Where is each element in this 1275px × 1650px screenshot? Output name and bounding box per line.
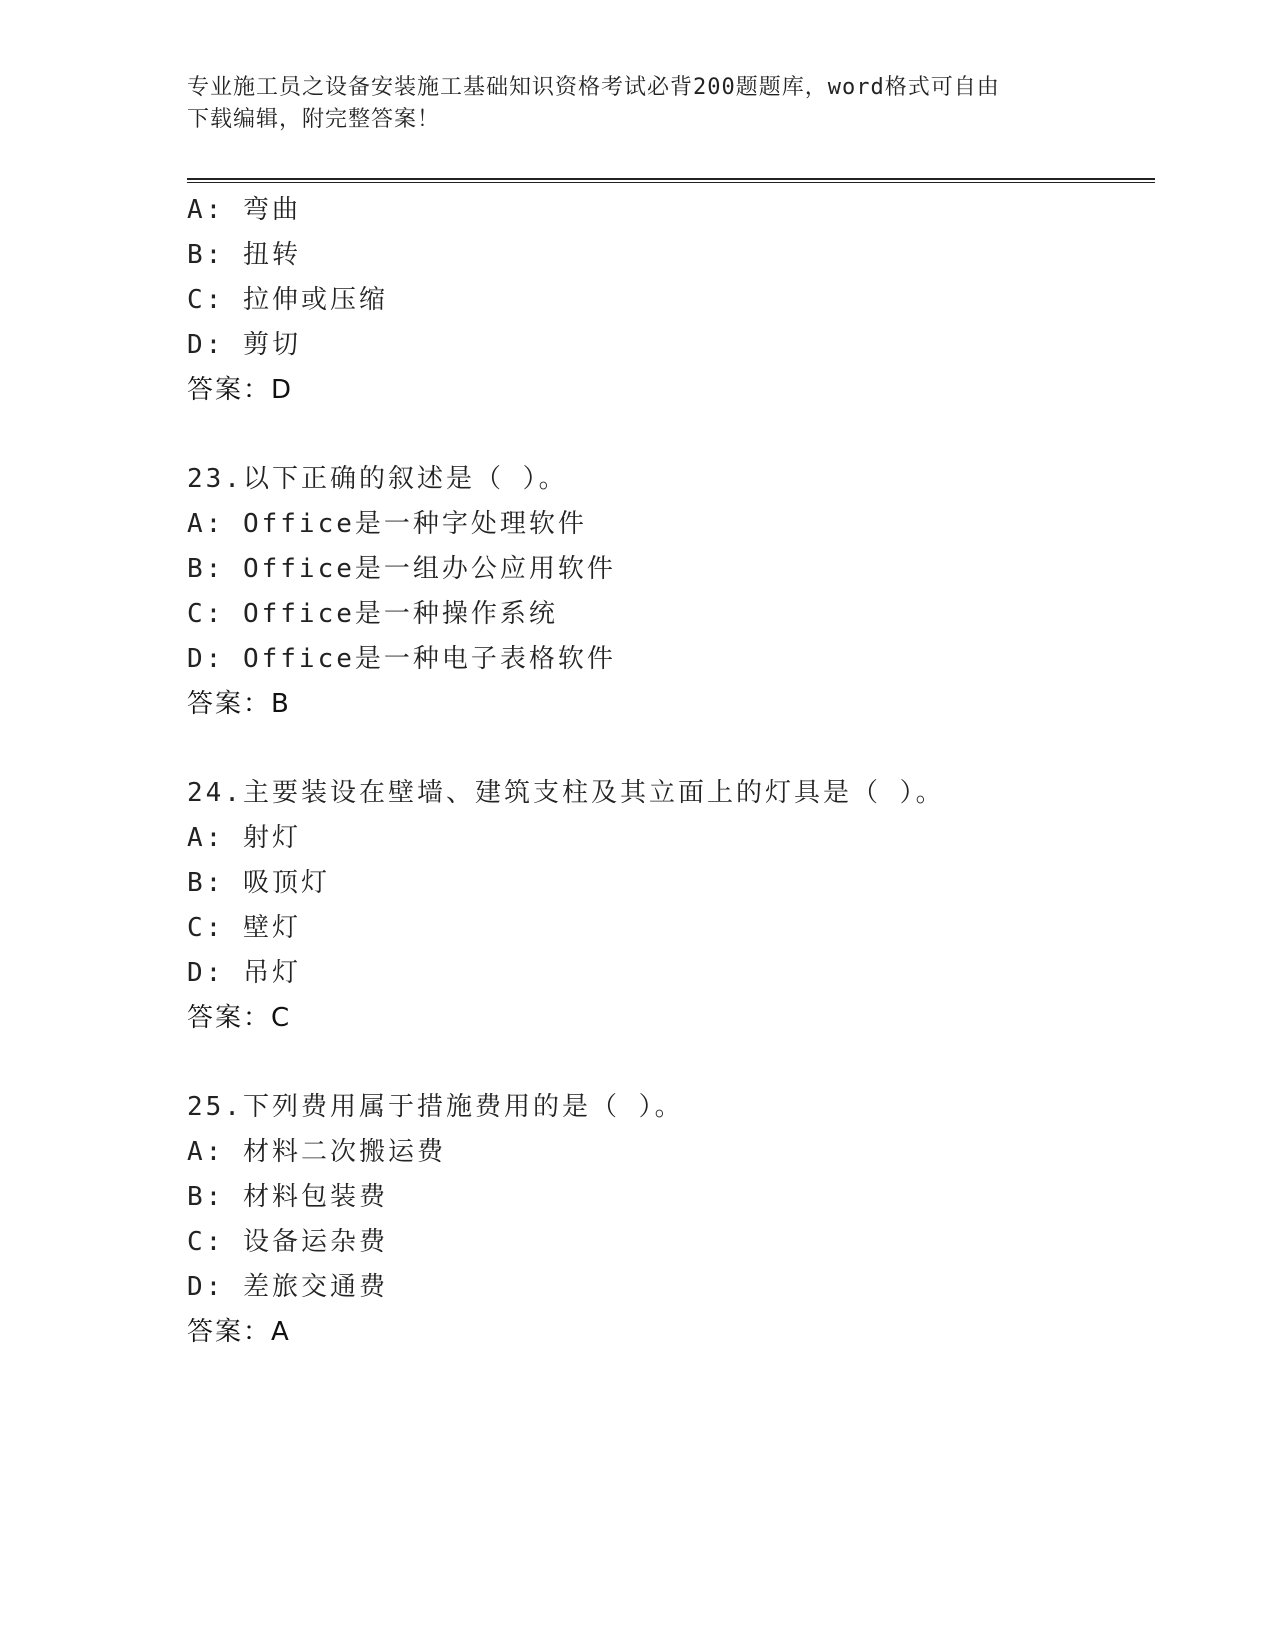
document-header <box>187 72 1087 136</box>
q25-option-a: A: 材料二次搬运费 <box>187 1137 446 1167</box>
q25-option-c: C: 设备运杂费 <box>187 1227 388 1257</box>
q24-option-c: C: 壁灯 <box>187 913 301 943</box>
q23-option-c: C: Office是一种操作系统 <box>187 599 558 629</box>
header-line-1: 专业施工员之设备安装施工基础知识资格考试必背200题题库，word格式可自由 <box>187 75 1000 100</box>
q25-question: 25.下列费用属于措施费用的是（ ）。 <box>187 1092 684 1122</box>
q23-answer: 答案：B <box>187 689 291 719</box>
header-divider <box>187 178 1155 183</box>
header-line-2: 下载编辑，附完整答案！ <box>187 107 441 132</box>
q23-option-a: A: Office是一种字处理软件 <box>187 509 587 539</box>
q25-answer: 答案：A <box>187 1317 291 1347</box>
q22-answer: 答案：D <box>187 375 294 405</box>
q24-question: 24.主要装设在壁墙、建筑支柱及其立面上的灯具是（ ）。 <box>187 778 945 808</box>
q22-option-c: C: 拉伸或压缩 <box>187 285 388 315</box>
q24-option-a: A: 射灯 <box>187 823 301 853</box>
q24-option-d: D: 吊灯 <box>187 958 301 988</box>
q23-question: 23.以下正确的叙述是（ ）。 <box>187 464 568 494</box>
q23-option-d: D: Office是一种电子表格软件 <box>187 644 616 674</box>
q24-answer: 答案：C <box>187 1003 292 1033</box>
q22-option-b: B: 扭转 <box>187 240 301 270</box>
q22-option-a: A: 弯曲 <box>187 195 301 225</box>
q25-option-d: D: 差旅交通费 <box>187 1272 388 1302</box>
q24-option-b: B: 吸顶灯 <box>187 868 330 898</box>
q25-option-b: B: 材料包装费 <box>187 1182 388 1212</box>
q23-option-b: B: Office是一组办公应用软件 <box>187 554 616 584</box>
q22-option-d: D: 剪切 <box>187 330 301 360</box>
